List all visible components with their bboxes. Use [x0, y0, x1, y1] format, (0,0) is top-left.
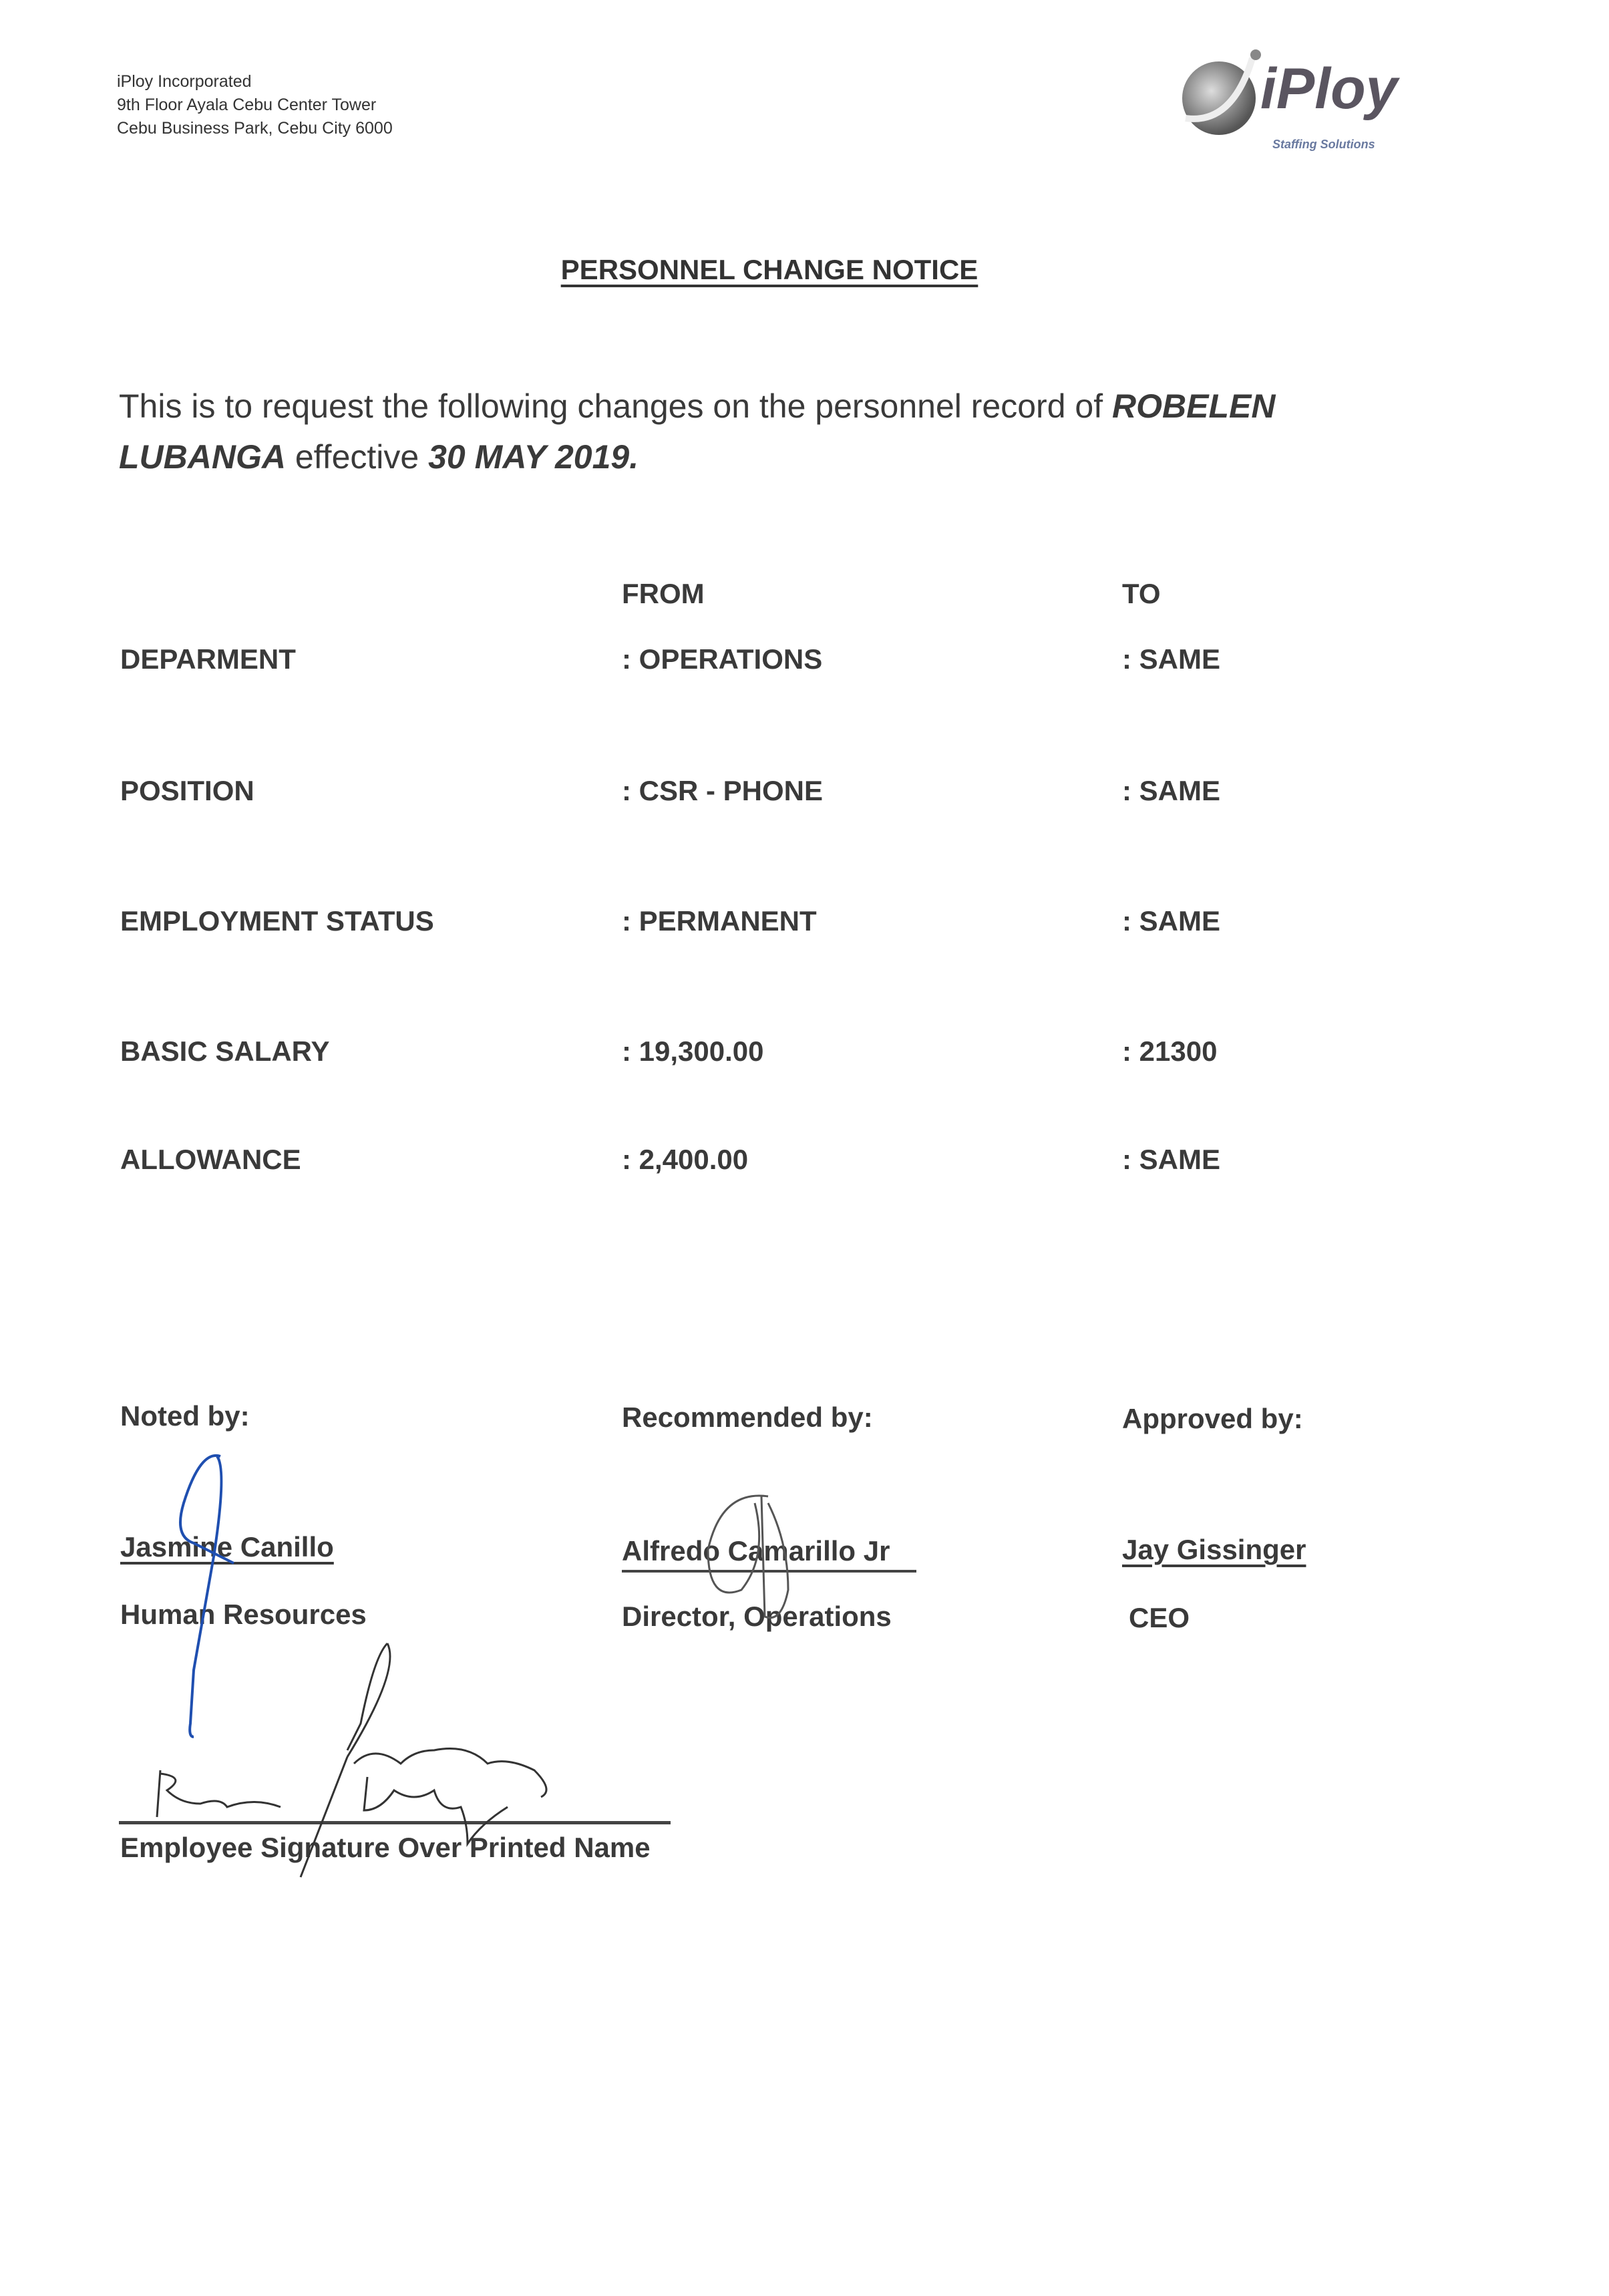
effective-date: 30 MAY 2019. — [428, 438, 639, 476]
row-label: ALLOWANCE — [120, 1144, 301, 1175]
signatory-title: Human Resources — [120, 1599, 367, 1630]
employee-signature-label: Employee Signature Over Printed Name — [120, 1832, 651, 1863]
approved-by-heading: Approved by: — [1122, 1403, 1303, 1434]
to-header: TO — [1122, 578, 1161, 609]
row-label: EMPLOYMENT STATUS — [120, 905, 434, 937]
globe-icon — [1172, 41, 1439, 158]
signatory-name: Jasmine Canillo — [120, 1531, 334, 1563]
logo-text: iPloy — [1260, 57, 1398, 121]
employee-signature-line — [119, 1821, 671, 1824]
row-label: BASIC SALARY — [120, 1035, 330, 1067]
row-from: : CSR - PHONE — [622, 775, 824, 806]
row-to: : SAME — [1122, 1144, 1220, 1175]
row-from: : OPERATIONS — [622, 643, 823, 675]
logo-tagline: Staffing Solutions — [1272, 138, 1375, 151]
row-from: : 2,400.00 — [622, 1144, 749, 1175]
intro-paragraph — [119, 381, 1388, 482]
row-from: : 19,300.00 — [622, 1035, 764, 1067]
row-label: DEPARMENT — [120, 643, 296, 675]
row-to: : 21300 — [1122, 1035, 1218, 1067]
from-header: FROM — [622, 578, 705, 609]
row-label: POSITION — [120, 775, 254, 806]
recommended-by-heading: Recommended by: — [622, 1402, 873, 1433]
signatory-title: CEO — [1129, 1602, 1190, 1633]
signatory-title: Director, Operations — [622, 1601, 892, 1632]
address-line-1: 9th Floor Ayala Cebu Center Tower — [117, 96, 377, 114]
row-to: : SAME — [1122, 775, 1220, 806]
signatory-name: Alfredo Camarillo Jr — [622, 1532, 916, 1573]
intro-text-effective: effective — [285, 438, 429, 476]
employee-name: ROBELEN LUBANGA — [119, 387, 1276, 476]
intro-text: This is to request the following changes on the personnel record of — [119, 387, 1112, 425]
row-from: : PERMANENT — [622, 905, 817, 937]
row-to: : SAME — [1122, 643, 1220, 675]
signatory-name: Jay Gissinger — [1122, 1534, 1306, 1565]
iploy-logo — [1172, 41, 1439, 158]
company-name: iPloy Incorporated — [117, 72, 252, 91]
signature-jasmine — [180, 1456, 234, 1737]
noted-by-heading: Noted by: — [120, 1400, 250, 1432]
row-to: : SAME — [1122, 905, 1220, 937]
page-title: PERSONNEL CHANGE NOTICE — [560, 254, 978, 285]
address-line-2: Cebu Business Park, Cebu City 6000 — [117, 119, 393, 138]
